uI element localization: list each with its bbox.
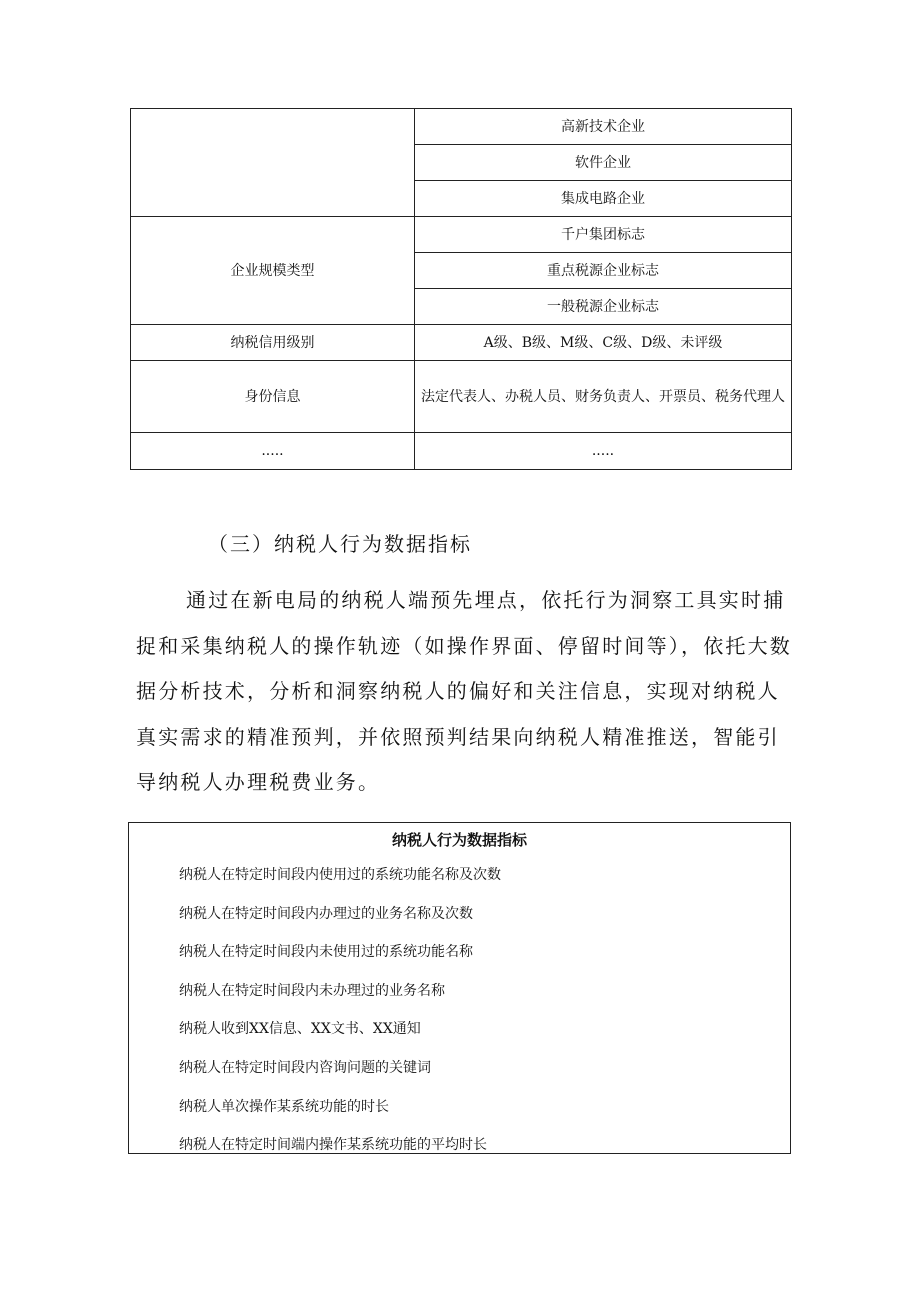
table-cell-label: 企业规模类型 <box>131 217 415 325</box>
table-row <box>131 361 792 433</box>
table-cell-value: 千户集团标志 <box>415 217 792 253</box>
table-cell-value: 一般税源企业标志 <box>415 289 792 325</box>
list-item: 纳税人在特定时间端内操作某系统功能的平均时长 <box>179 1137 487 1154</box>
table-cell-value: 法定代表人、办税人员、财务负责人、开票员、税务代理人 <box>415 361 792 433</box>
table-cell-value: 集成电路企业 <box>415 181 792 217</box>
list-item: 纳税人在特定时间段内未办理过的业务名称 <box>179 982 445 999</box>
box-title: 纳税人行为数据指标 <box>391 831 527 849</box>
table-row <box>131 433 792 470</box>
table-cell-label <box>131 109 415 217</box>
enterprise-attributes-table <box>130 108 792 470</box>
behavior-indicator-box <box>128 822 791 1154</box>
table-cell-value: A级、B级、M级、C级、D级、未评级 <box>415 325 792 361</box>
table-cell-label: ..... <box>131 433 415 470</box>
list-item: 纳税人在特定时间段内未使用过的系统功能名称 <box>179 944 473 961</box>
list-item: 纳税人在特定时间段内咨询问题的关键词 <box>179 1059 431 1076</box>
table-cell-label: 纳税信用级别 <box>131 325 415 361</box>
body-paragraph: 通过在新电局的纳税人端预先埋点，依托行为洞察工具实时捕捉和采集纳税人的操作轨迹（如操作界面、停留时间等），依托大数据分析技术，分析和洞察纳税人的偏好和关注信息，实现对纳税人真实需求的精准预判，并依照预判结果向纳税人精准推送，智能引导纳税人办理税费业务。 <box>136 588 792 794</box>
list-item: 纳税人在特定时间段内使用过的系统功能名称及次数 <box>179 867 501 883</box>
indicator-list <box>179 865 501 1174</box>
table-row <box>131 325 792 361</box>
list-item: 纳税人在特定时间段内办理过的业务名称及次数 <box>179 905 473 922</box>
list-item: 纳税人单次操作某系统功能的时长 <box>179 1098 389 1115</box>
section-heading: （三）纳税人行为数据指标 <box>208 532 472 556</box>
table-cell-value: ..... <box>415 433 792 470</box>
list-item: 纳税人收到XX信息、XX文书、XX通知 <box>179 1021 421 1038</box>
table-cell-value: 高新技术企业 <box>415 109 792 145</box>
table-row <box>131 109 792 145</box>
table-cell-label: 身份信息 <box>131 361 415 433</box>
table-row <box>131 217 792 253</box>
table-cell-value: 软件企业 <box>415 145 792 181</box>
table-cell-value: 重点税源企业标志 <box>415 253 792 289</box>
